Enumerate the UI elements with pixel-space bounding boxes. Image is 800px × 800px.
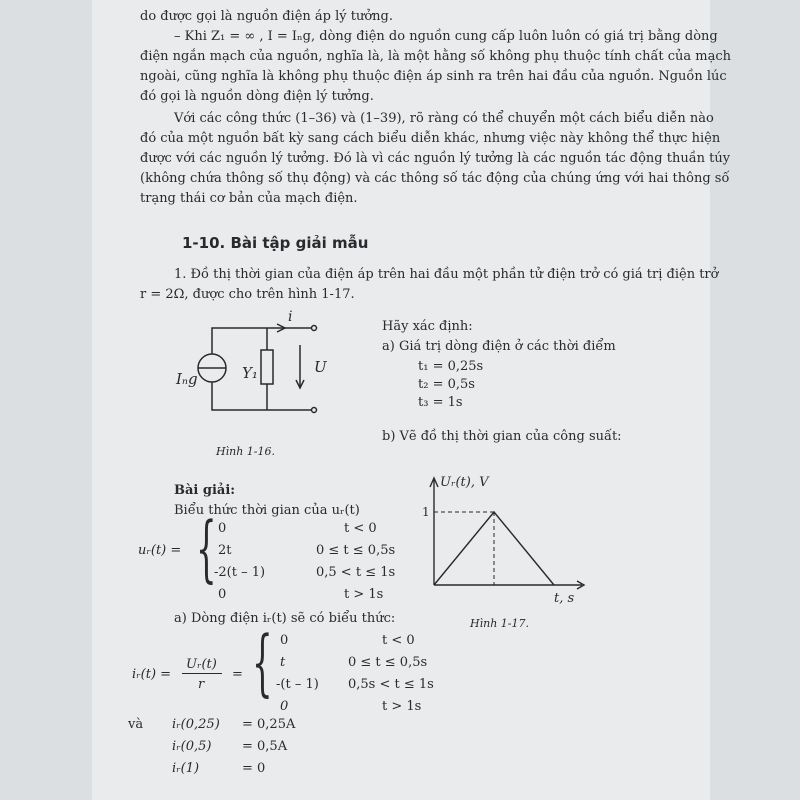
ur-cond: t > 1s <box>344 587 384 602</box>
book-page <box>92 0 732 800</box>
ur-cond: 0 ≤ t ≤ 0,5s <box>316 543 396 558</box>
question-text: Hãy xác định: <box>382 319 473 334</box>
ur-expr: 0 <box>218 587 227 602</box>
ir-expr: 0 <box>280 633 289 648</box>
text-line: (không chứa thông số thụ động) và các thông số tác động của chúng ứng với hai thông số <box>140 171 730 186</box>
y-axis-label: Uᵣ(t), V <box>440 475 489 490</box>
text-line: đó của một nguồn bất kỳ sang cách biểu diễn khác, nhưng việc này không thể thực hiện <box>140 131 721 146</box>
ir-expr: t <box>280 655 286 670</box>
fraction-numerator: Uᵣ(t) <box>186 657 217 672</box>
text-line: đó gọi là nguồn dòng điện lý tưởng. <box>140 89 374 104</box>
ir-lhs: iᵣ(t) = <box>132 667 172 682</box>
question-text: a) Giá trị dòng điện ở các thời điểm <box>382 339 616 354</box>
and-word: và <box>128 717 144 732</box>
ur-cond: 0,5 < t ≤ 1s <box>316 565 396 580</box>
ir-expr: 0 <box>280 699 289 714</box>
ur-lhs: uᵣ(t) = <box>138 543 182 558</box>
text-line: – Khi Z₁ = ∞ , I = Iₙg, dòng điện do nguồn cung cấp luôn luôn có giá trị bằng dòng <box>174 29 718 44</box>
ur-expr: -2(t – 1) <box>214 565 266 580</box>
admittance-label: Y₁ <box>242 364 258 382</box>
fraction-bar <box>182 673 222 674</box>
solution-text: Biểu thức thời gian của uᵣ(t) <box>174 503 360 518</box>
fraction-denominator: r <box>198 677 205 692</box>
solution-text: a) Dòng điện iᵣ(t) sẽ có biểu thức: <box>174 611 396 626</box>
ur-expr: 0 <box>218 521 227 536</box>
question-time: t₁ = 0,25s <box>418 359 484 374</box>
current-label: i <box>288 309 293 325</box>
ur-expr: 2t <box>218 543 232 558</box>
source-label: Iₙg <box>176 370 198 388</box>
question-time: t₃ = 1s <box>418 395 463 410</box>
problem-text: 1. Đồ thị thời gian của điện áp trên hai đầu một phần tử điện trở có giá trị điện trở <box>174 267 719 282</box>
result-rhs: = 0,25A <box>242 717 296 732</box>
voltage-chart <box>422 470 602 630</box>
x-axis-label: t, s <box>554 591 575 606</box>
solution-heading: Bài giải: <box>174 483 236 498</box>
ir-expr: -(t – 1) <box>276 677 319 692</box>
text-line: được với các nguồn lý tưởng. Đó là vì các nguồn lý tưởng là các nguồn tác động thuần túy <box>140 151 731 166</box>
figure-caption: Hình 1-17. <box>470 617 529 630</box>
text-line: Với các công thức (1–36) và (1–39), rõ ràng có thể chuyển một cách biểu diễn nào <box>174 111 714 126</box>
ir-cond: t > 1s <box>382 699 422 714</box>
ur-cond: t < 0 <box>344 521 377 536</box>
text-line: do được gọi là nguồn điện áp lý tưởng. <box>140 9 393 24</box>
result-lhs: iᵣ(0,5) <box>172 739 212 754</box>
text-line: điện ngắn mạch của nguồn, nghĩa là, là một hằng số không phụ thuộc tính chất của mạch <box>140 49 732 64</box>
brace: { <box>252 620 273 704</box>
y-tick-label: 1 <box>422 505 430 519</box>
brace: { <box>196 506 217 590</box>
section-heading: 1-10. Bài tập giải mẫu <box>182 234 369 252</box>
text-line: trạng thái cơ bản của mạch điện. <box>140 191 358 206</box>
question-text: b) Vẽ đồ thị thời gian của công suất: <box>382 429 622 444</box>
result-lhs: iᵣ(0,25) <box>172 717 220 732</box>
question-time: t₂ = 0,5s <box>418 377 475 392</box>
figure-caption: Hình 1-16. <box>216 445 275 458</box>
result-rhs: = 0,5A <box>242 739 288 754</box>
voltage-label: U <box>314 358 327 376</box>
result-rhs: = 0 <box>242 761 266 776</box>
text-line: ngoài, cũng nghĩa là không phụ thuộc điện áp sinh ra trên hai đầu của nguồn. Nguồn lúc <box>140 69 727 84</box>
result-lhs: iᵣ(1) <box>172 761 200 776</box>
problem-text: r = 2Ω, được cho trên hình 1-17. <box>140 287 355 302</box>
ir-cond: 0 ≤ t ≤ 0,5s <box>348 655 428 670</box>
equals-sign: = <box>232 667 243 682</box>
ir-cond: t < 0 <box>382 633 415 648</box>
ir-cond: 0,5s < t ≤ 1s <box>348 677 434 692</box>
